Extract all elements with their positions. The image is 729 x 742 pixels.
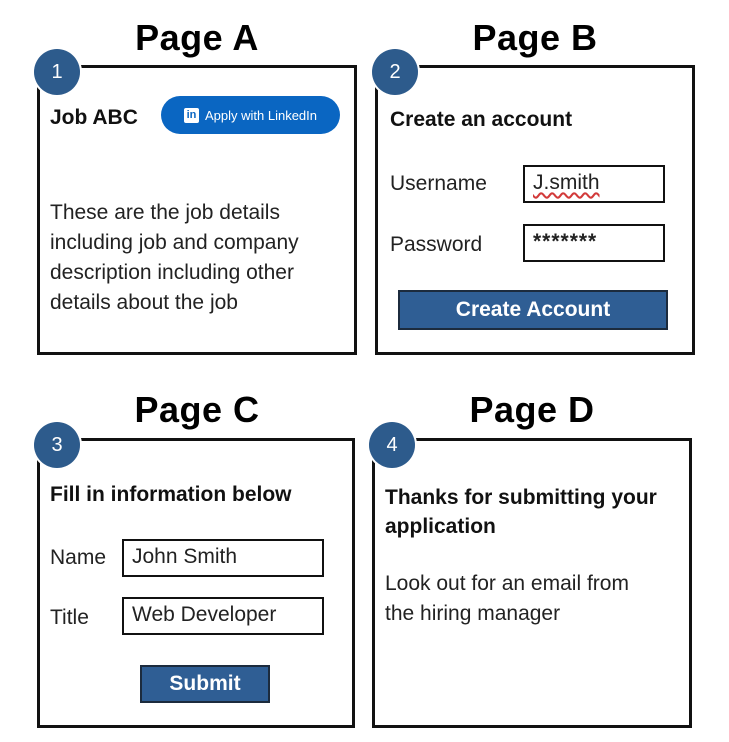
job-description-line: including job and company	[50, 231, 299, 254]
thanks-heading-line: Thanks for submitting your	[385, 486, 657, 509]
linkedin-icon: in	[184, 108, 199, 123]
thanks-heading	[385, 483, 657, 541]
apply-with-linkedin-label: Apply with LinkedIn	[204, 107, 317, 123]
username-field[interactable]	[523, 165, 665, 203]
title-label: Title	[50, 606, 89, 629]
job-description	[50, 198, 299, 318]
page-b-title: Page B	[472, 17, 598, 58]
job-description-line: description including other	[50, 261, 294, 284]
page-a-title: Page A	[135, 17, 259, 58]
create-account-heading: Create an account	[390, 108, 573, 131]
page-d-title: Page D	[469, 389, 595, 430]
page-a-panel	[37, 65, 357, 355]
name-label: Name	[50, 546, 107, 569]
username-value: J.smith	[533, 171, 600, 194]
confirmation-message	[385, 569, 629, 629]
step-1-badge: 1	[34, 49, 80, 95]
job-title: Job ABC	[50, 106, 138, 129]
confirmation-message-line: the hiring manager	[385, 602, 561, 625]
page-c-title: Page C	[134, 389, 260, 430]
confirmation-message-line: Look out for an email from	[385, 572, 629, 595]
page-c-panel	[37, 438, 355, 728]
password-field[interactable]: *******	[523, 224, 665, 262]
page-b-panel	[375, 65, 695, 355]
page-d-panel	[372, 438, 692, 728]
submit-button[interactable]: Submit	[140, 665, 270, 703]
password-label: Password	[390, 233, 483, 256]
step-4-badge: 4	[369, 422, 415, 468]
username-label: Username	[390, 172, 487, 195]
job-description-line: details about the job	[50, 291, 238, 314]
title-field[interactable]: Web Developer	[122, 597, 324, 635]
apply-with-linkedin-button[interactable]	[161, 96, 340, 134]
create-account-button[interactable]: Create Account	[398, 290, 668, 330]
job-description-line: These are the job details	[50, 201, 280, 224]
fill-information-heading: Fill in information below	[50, 483, 292, 506]
step-2-badge: 2	[372, 49, 418, 95]
step-3-badge: 3	[34, 422, 80, 468]
name-field[interactable]: John Smith	[122, 539, 324, 577]
thanks-heading-line: application	[385, 515, 496, 538]
